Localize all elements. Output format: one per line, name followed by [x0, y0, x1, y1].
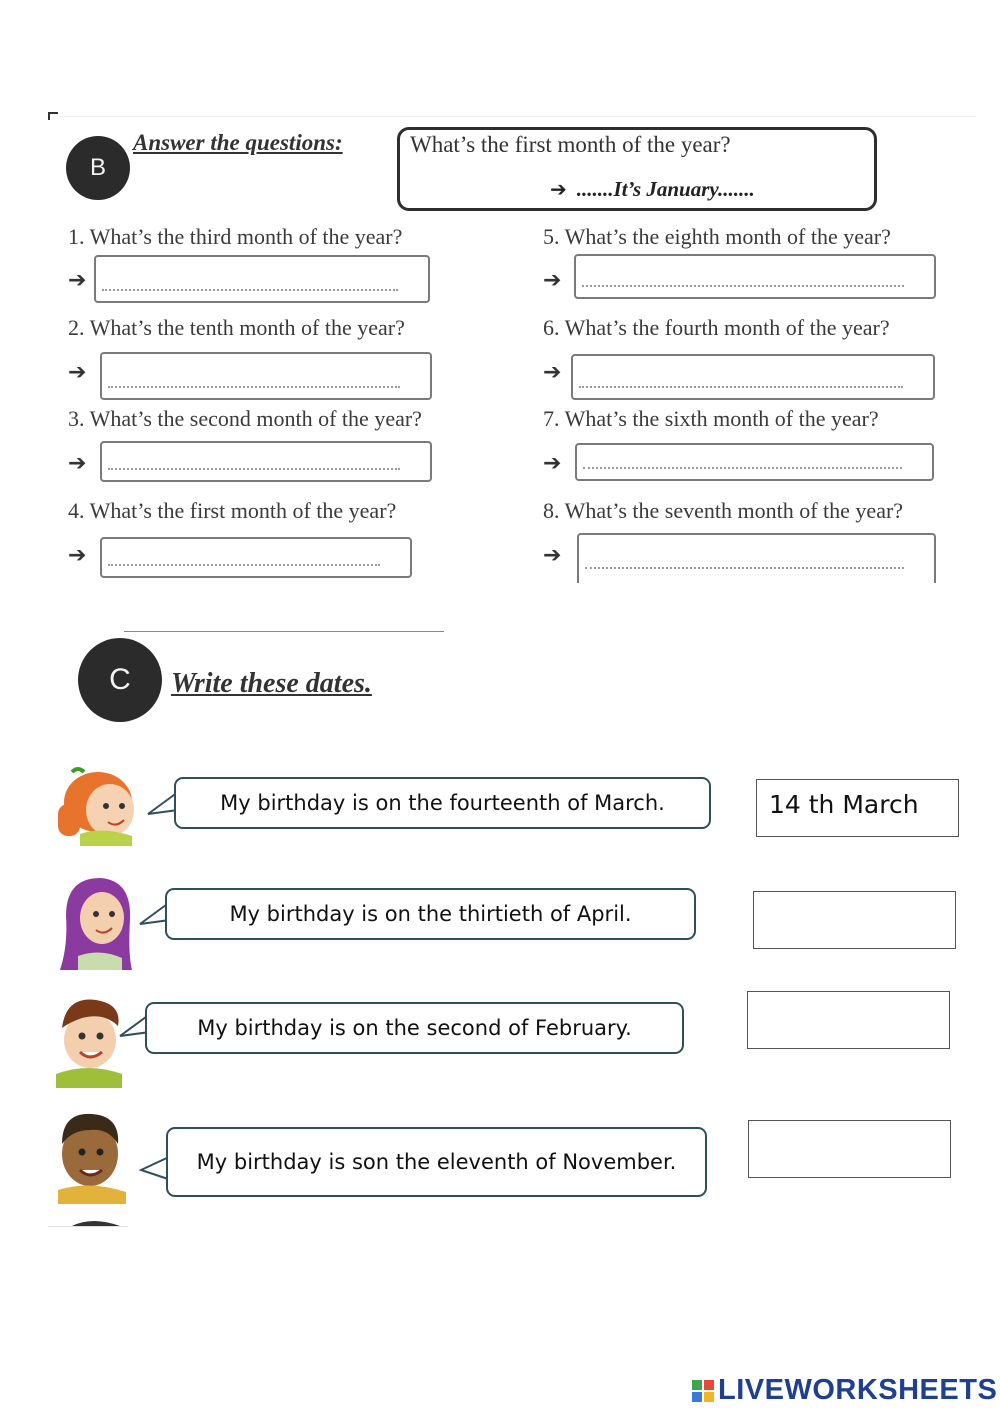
arrow-icon: ➔: [550, 177, 567, 201]
avatar-girl-red-hair: [52, 766, 144, 846]
logo-icon: [692, 1380, 714, 1402]
question-7: 7. What’s the sixth month of the year?: [543, 406, 879, 431]
dotted-line: [579, 386, 903, 388]
example-answer-text: .......It’s January.......: [576, 177, 755, 201]
question-5: 5. What’s the eighth month of the year?: [543, 224, 891, 249]
dotted-line: [108, 386, 400, 388]
dotted-line: [585, 567, 904, 569]
liveworksheets-logo: [692, 1374, 997, 1407]
answer-box-1[interactable]: [94, 255, 430, 303]
corner-mark: [48, 112, 58, 120]
question-2: 2. What’s the tenth month of the year?: [68, 315, 405, 340]
answer-box-2[interactable]: [100, 352, 432, 400]
avatar-boy-brown-hair: [52, 996, 124, 1088]
answer-box-4[interactable]: [100, 537, 412, 578]
arrow-icon: ➔: [543, 451, 562, 476]
dotted-line: [582, 285, 904, 287]
arrow-icon: ➔: [68, 268, 87, 293]
speech-bubble-4: My birthday is son the eleventh of November.: [166, 1127, 707, 1197]
answer-box-8[interactable]: [577, 533, 936, 583]
section-b-topline: [60, 116, 976, 117]
avatar-girl-hijab: [56, 876, 138, 972]
speech-bubble-3: My birthday is on the second of February.: [145, 1002, 684, 1054]
date-answer-box-1[interactable]: 14 th March: [756, 779, 959, 837]
section-c-heading: Write these dates.: [171, 668, 372, 699]
example-answer: [550, 177, 755, 202]
question-1: 1. What’s the third month of the year?: [68, 224, 403, 249]
answer-box-5[interactable]: [574, 254, 936, 299]
speech-bubble-2: My birthday is on the thirtieth of April.: [165, 888, 696, 940]
answer-box-6[interactable]: [571, 354, 935, 400]
arrow-icon: ➔: [68, 451, 87, 476]
answer-box-7[interactable]: [575, 443, 934, 481]
dotted-line: [583, 467, 902, 469]
date-answer-box-4[interactable]: [748, 1120, 951, 1178]
section-b-badge: B: [66, 136, 130, 200]
question-8: 8. What’s the seventh month of the year?: [543, 498, 904, 523]
section-b-heading: Answer the questions:: [133, 130, 343, 155]
question-6: 6. What’s the fourth month of the year?: [543, 315, 890, 340]
dotted-line: [108, 468, 400, 470]
section-c-topline: [124, 631, 444, 632]
date-answer-box-2[interactable]: [753, 891, 956, 949]
dotted-line: [108, 564, 380, 566]
section-c-badge: C: [78, 638, 162, 722]
arrow-icon: ➔: [543, 268, 562, 293]
dotted-line: [102, 289, 398, 291]
answer-box-3[interactable]: [100, 441, 432, 482]
section-c-divider: [48, 1226, 128, 1227]
question-3: 3. What’s the second month of the year?: [68, 406, 422, 431]
question-4: 4. What’s the first month of the year?: [68, 498, 397, 523]
speech-bubble-1: My birthday is on the fourteenth of March.: [174, 777, 711, 829]
arrow-icon: ➔: [68, 360, 87, 385]
arrow-icon: ➔: [68, 543, 87, 568]
logo-text: LIVEWORKSHEETS: [718, 1374, 998, 1406]
arrow-icon: ➔: [543, 543, 562, 568]
arrow-icon: ➔: [543, 360, 562, 385]
example-box: [397, 127, 877, 211]
date-answer-box-3[interactable]: [747, 991, 950, 1049]
avatar-partial: [56, 1218, 136, 1226]
example-question: What’s the first month of the year?: [410, 132, 731, 157]
avatar-boy-dark-skin: [52, 1110, 132, 1204]
